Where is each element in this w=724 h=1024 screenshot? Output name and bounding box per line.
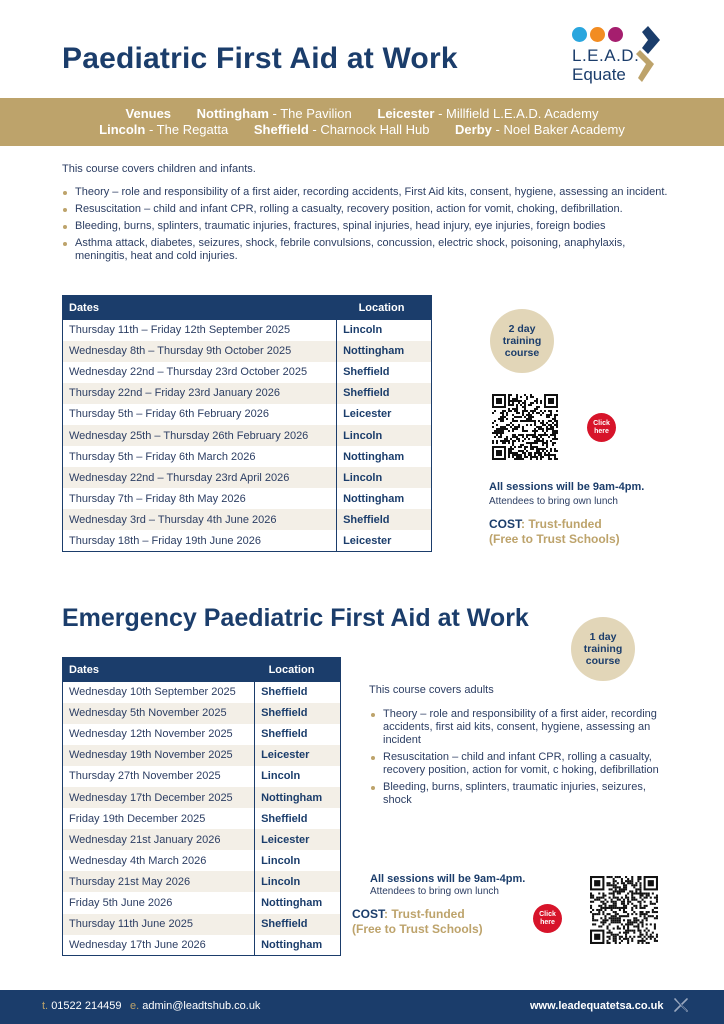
table-row — [63, 383, 432, 404]
date-cell: Wednesday 10th September 2025 — [63, 682, 255, 703]
footer-phone — [42, 1000, 122, 1012]
date-cell: Thursday 27th November 2025 — [63, 766, 255, 787]
table-row — [63, 787, 341, 808]
qr-code-icon[interactable] — [590, 876, 658, 944]
date-cell: Wednesday 22nd – Thursday 23rd October 2025 — [63, 362, 337, 383]
date-cell: Wednesday 4th March 2026 — [63, 850, 255, 871]
cost-label: COST — [352, 907, 385, 921]
date-cell: Wednesday 22nd – Thursday 23rd April 2026 — [63, 467, 337, 488]
location-cell: Lincoln — [261, 770, 301, 783]
venue-place: - Noel Baker Academy — [491, 122, 625, 137]
logo-dot-blue — [572, 27, 587, 42]
date-cell: Thursday 11th June 2025 — [63, 914, 255, 935]
table-row — [63, 320, 432, 341]
click-label: here — [540, 918, 555, 926]
qr-code-icon[interactable] — [492, 394, 558, 460]
list-item: Resuscitation – child and infant CPR, rolling a casualty, recovery position, action for vomit, choking, defibrillation. — [62, 203, 672, 216]
location-cell: Lincoln — [343, 324, 383, 337]
logo-text-lead: L.E.A.D. — [572, 46, 640, 65]
page-title: Paediatric First Aid at Work — [62, 42, 458, 75]
venues-row-2 — [0, 122, 724, 137]
location-cell: Nottingham — [261, 938, 323, 951]
venue-place: - The Regatta — [145, 122, 229, 137]
venue-city: Leicester — [377, 106, 435, 121]
click-here-button[interactable] — [533, 904, 562, 933]
logo-dot-orange — [590, 27, 605, 42]
table-row — [63, 724, 341, 745]
table-row — [63, 766, 341, 787]
location-cell: Nottingham — [261, 896, 323, 909]
table-row — [63, 871, 341, 892]
list-item: Theory – role and responsibility of a first aider, recording accidents, first aid kits, consent, hygiene, assessing an incident — [370, 708, 660, 747]
course1-intro: This course covers children and infants. — [62, 163, 256, 175]
table-row — [63, 509, 432, 530]
course1-sessions-time: All sessions will be 9am-4pm. — [489, 481, 645, 493]
location-cell: Nottingham — [343, 450, 405, 463]
course2-cost — [352, 907, 483, 937]
location-cell: Leicester — [255, 829, 341, 850]
location-cell: Leicester — [255, 745, 341, 766]
cost-value: : Trust-funded — [521, 517, 602, 531]
table-row — [63, 914, 341, 935]
table-header — [63, 658, 341, 682]
click-here-button[interactable] — [587, 413, 616, 442]
date-cell: Wednesday 8th – Thursday 9th October 2025 — [63, 341, 337, 362]
badge-line: training — [502, 335, 542, 347]
venues-row-1 — [0, 106, 724, 121]
list-item: Resuscitation – child and infant CPR, rolling a casualty, recovery position, action for vomit, c hoking, defibrillation — [370, 751, 660, 777]
course2-attendees-note: Attendees to bring own lunch — [370, 886, 499, 897]
table-row — [63, 703, 341, 724]
list-item: Theory – role and responsibility of a first aider, recording accidents, First Aid kits, consent, hygiene, assessing an incident. — [62, 186, 672, 199]
badge-line: 1 day — [589, 631, 617, 643]
course2-sessions-time: All sessions will be 9am-4pm. — [370, 873, 526, 885]
date-cell: Thursday 18th – Friday 19th June 2026 — [63, 530, 337, 551]
location-header: Location — [337, 296, 432, 320]
footer-email — [130, 1000, 260, 1012]
venue-place: - Charnock Hall Hub — [308, 122, 430, 137]
location-cell: Sheffield — [261, 686, 308, 699]
date-cell: Thursday 21st May 2026 — [63, 871, 255, 892]
location-cell: Nottingham — [255, 787, 341, 808]
date-cell: Friday 19th December 2025 — [63, 808, 255, 829]
location-cell: Nottingham — [337, 341, 432, 362]
venue-place: - Millfield L.E.A.D. Academy — [434, 106, 599, 121]
location-cell: Sheffield — [261, 728, 308, 741]
course2-schedule-table — [62, 657, 341, 956]
table-row — [63, 682, 341, 703]
cost-note: (Free to Trust Schools) — [352, 922, 483, 936]
table-row — [63, 446, 432, 467]
venue-city: Derby — [455, 122, 492, 137]
badge-line: 2 day — [508, 323, 536, 335]
date-cell: Wednesday 5th November 2025 — [63, 703, 255, 724]
venues-label: Venues — [125, 106, 172, 121]
venue-place: - The Pavilion — [268, 106, 352, 121]
date-cell: Thursday 11th – Friday 12th September 2025 — [63, 320, 337, 341]
table-row — [63, 745, 341, 766]
date-cell: Wednesday 17th June 2026 — [63, 935, 255, 956]
table-row — [63, 425, 432, 446]
course2-topics-list — [370, 708, 660, 811]
email-address[interactable]: admin@leadtshub.co.uk — [142, 1000, 261, 1012]
date-cell: Wednesday 21st January 2026 — [63, 829, 255, 850]
badge-line: course — [585, 655, 621, 667]
date-cell: Wednesday 12th November 2025 — [63, 724, 255, 745]
click-label: Click — [593, 419, 610, 427]
click-label: Click — [539, 910, 556, 918]
table-row — [63, 362, 432, 383]
course1-cost — [489, 517, 620, 547]
date-cell: Wednesday 19th November 2025 — [63, 745, 255, 766]
logo-text-equate: Equate — [572, 65, 626, 84]
table-row — [63, 829, 341, 850]
list-item: Asthma attack, diabetes, seizures, shock, febrile convulsions, concussion, electric shock, poisoning, anaphylaxis, meningitis, heat and cold injuries. — [62, 237, 672, 263]
venue-city: Nottingham — [196, 106, 269, 121]
table-row — [63, 467, 432, 488]
dates-header: Dates — [63, 658, 255, 682]
venues-banner — [0, 98, 724, 146]
table-row — [63, 808, 341, 829]
date-cell: Thursday 22nd – Friday 23rd January 2026 — [63, 383, 337, 404]
table-row — [63, 341, 432, 362]
email-label: e. — [130, 1000, 140, 1012]
location-cell: Leicester — [343, 408, 392, 421]
location-cell: Sheffield — [261, 812, 308, 825]
date-cell: Thursday 5th – Friday 6th March 2026 — [63, 446, 337, 467]
section-title-emergency: Emergency Paediatric First Aid at Work — [62, 604, 529, 632]
date-cell: Wednesday 17th December 2025 — [63, 787, 255, 808]
table-row — [63, 488, 432, 509]
list-item: Bleeding, burns, splinters, traumatic injuries, fractures, spinal injuries, head injury, eye injuries, foreign bodies — [62, 220, 672, 233]
cost-label: COST — [489, 517, 522, 531]
date-cell: Friday 5th June 2026 — [63, 892, 255, 913]
location-cell: Lincoln — [337, 467, 432, 488]
venue-city: Lincoln — [99, 122, 146, 137]
footer — [0, 990, 724, 1024]
location-header: Location — [255, 658, 341, 682]
cost-value: : Trust-funded — [384, 907, 465, 921]
list-item: Bleeding, burns, splinters, traumatic injuries, seizures, shock — [370, 781, 660, 807]
location-cell: Sheffield — [337, 509, 432, 530]
location-cell: Sheffield — [337, 383, 432, 404]
x-icon[interactable] — [673, 997, 689, 1013]
date-cell: Wednesday 3rd – Thursday 4th June 2026 — [63, 509, 337, 530]
two-day-course-badge — [490, 309, 554, 373]
date-cell: Thursday 5th – Friday 6th February 2026 — [63, 404, 337, 425]
one-day-course-badge — [571, 617, 635, 681]
website-link[interactable]: www.leadequatetsa.co.uk — [530, 1000, 664, 1012]
course1-attendees-note: Attendees to bring own lunch — [489, 496, 618, 507]
logo-chevron-icon — [634, 26, 662, 84]
date-cell: Wednesday 25th – Thursday 26th February 2026 — [63, 425, 337, 446]
location-cell: Leicester — [343, 534, 392, 547]
dates-header: Dates — [63, 296, 337, 320]
cost-note: (Free to Trust Schools) — [489, 532, 620, 546]
location-cell: Lincoln — [261, 854, 301, 867]
table-header — [63, 296, 432, 320]
logo-dot-purple — [608, 27, 623, 42]
table-row — [63, 892, 341, 913]
phone-number[interactable]: 01522 214459 — [51, 1000, 122, 1012]
location-cell: Sheffield — [255, 703, 341, 724]
table-row — [63, 850, 341, 871]
phone-label: t. — [42, 1000, 49, 1012]
lead-equate-logo — [570, 24, 670, 86]
course1-schedule-table — [62, 295, 432, 552]
location-cell: Lincoln — [337, 425, 432, 446]
date-cell: Thursday 7th – Friday 8th May 2026 — [63, 488, 337, 509]
badge-line: course — [504, 347, 540, 359]
table-row — [63, 935, 341, 956]
location-cell: Lincoln — [255, 871, 341, 892]
badge-line: training — [583, 643, 623, 655]
click-label: here — [594, 427, 609, 435]
table-row — [63, 530, 432, 551]
location-cell: Nottingham — [343, 492, 405, 505]
course1-topics-list — [62, 186, 672, 267]
venue-city: Sheffield — [253, 122, 309, 137]
location-cell: Sheffield — [343, 366, 390, 379]
location-cell: Sheffield — [255, 914, 341, 935]
table-row — [63, 404, 432, 425]
course2-intro: This course covers adults — [369, 684, 494, 696]
